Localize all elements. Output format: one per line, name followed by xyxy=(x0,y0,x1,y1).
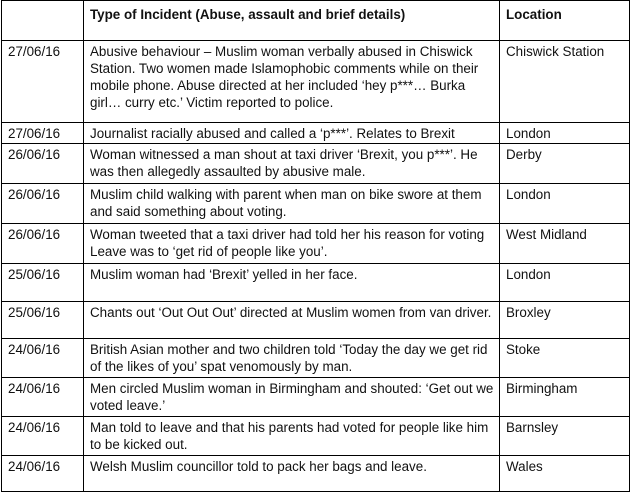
location-cell: Wales xyxy=(500,456,630,492)
location-cell: Broxley xyxy=(500,302,630,339)
location-cell: Chiswick Station xyxy=(500,41,630,123)
date-cell: 27/06/16 xyxy=(2,123,84,144)
date-cell: 26/06/16 xyxy=(2,224,84,264)
location-cell: Derby xyxy=(500,144,630,184)
date-cell: 25/06/16 xyxy=(2,264,84,302)
incident-detail-cell: Woman tweeted that a taxi driver had told her his reason for voting Leave was to ‘get rid of people like you’. xyxy=(84,224,500,264)
table-row xyxy=(2,224,630,264)
location-cell: Barnsley xyxy=(500,417,630,456)
incident-detail-cell: Muslim woman had ‘Brexit’ yelled in her face. xyxy=(84,264,500,302)
date-cell: 26/06/16 xyxy=(2,184,84,224)
incident-table xyxy=(1,0,630,492)
table-row xyxy=(2,378,630,417)
incident-detail-cell: Men circled Muslim woman in Birmingham and shouted: ‘Get out we voted leave.’ xyxy=(84,378,500,417)
location-cell: Birmingham xyxy=(500,378,630,417)
incident-detail-cell: Abusive behaviour – Muslim woman verbally abused in Chiswick Station. Two women made Islamophobic comments while on their mobile phone. Abuse directed at her included ‘hey p***… Burka girl… curry etc.’ Victim reported to police. xyxy=(84,41,500,123)
table-row xyxy=(2,264,630,302)
incident-detail-cell: Chants out ‘Out Out Out’ directed at Muslim women from van driver. xyxy=(84,302,500,339)
date-cell: 24/06/16 xyxy=(2,417,84,456)
location-column-header: Location xyxy=(500,1,630,41)
date-cell: 27/06/16 xyxy=(2,41,84,123)
location-cell: London xyxy=(500,184,630,224)
date-column-header xyxy=(2,1,84,41)
incident-detail-cell: Muslim child walking with parent when man on bike swore at them and said something about voting. xyxy=(84,184,500,224)
table-row xyxy=(2,339,630,378)
incident-detail-cell: British Asian mother and two children told ‘Today the day we get rid of the likes of you’ spat venomously by man. xyxy=(84,339,500,378)
incident-detail-cell: Welsh Muslim councillor told to pack her bags and leave. xyxy=(84,456,500,492)
table-row xyxy=(2,417,630,456)
incident-detail-cell: Woman witnessed a man shout at taxi driver ‘Brexit, you p***’. He was then allegedly assaulted by abusive male. xyxy=(84,144,500,184)
table-row xyxy=(2,144,630,184)
table-row xyxy=(2,302,630,339)
date-cell: 25/06/16 xyxy=(2,302,84,339)
date-cell: 24/06/16 xyxy=(2,456,84,492)
incident-column-header: Type of Incident (Abuse, assault and brief details) xyxy=(84,1,500,41)
incident-detail-cell: Journalist racially abused and called a ‘p***’. Relates to Brexit xyxy=(84,123,500,144)
incident-rows xyxy=(2,41,630,492)
location-cell: London xyxy=(500,264,630,302)
table-row xyxy=(2,456,630,492)
header-row xyxy=(2,1,630,41)
table-row xyxy=(2,41,630,123)
date-cell: 26/06/16 xyxy=(2,144,84,184)
date-cell: 24/06/16 xyxy=(2,378,84,417)
location-cell: Stoke xyxy=(500,339,630,378)
location-cell: London xyxy=(500,123,630,144)
table-row xyxy=(2,184,630,224)
location-cell: West Midland xyxy=(500,224,630,264)
table-row xyxy=(2,123,630,144)
date-cell: 24/06/16 xyxy=(2,339,84,378)
incident-detail-cell: Man told to leave and that his parents had voted for people like him to be kicked out. xyxy=(84,417,500,456)
